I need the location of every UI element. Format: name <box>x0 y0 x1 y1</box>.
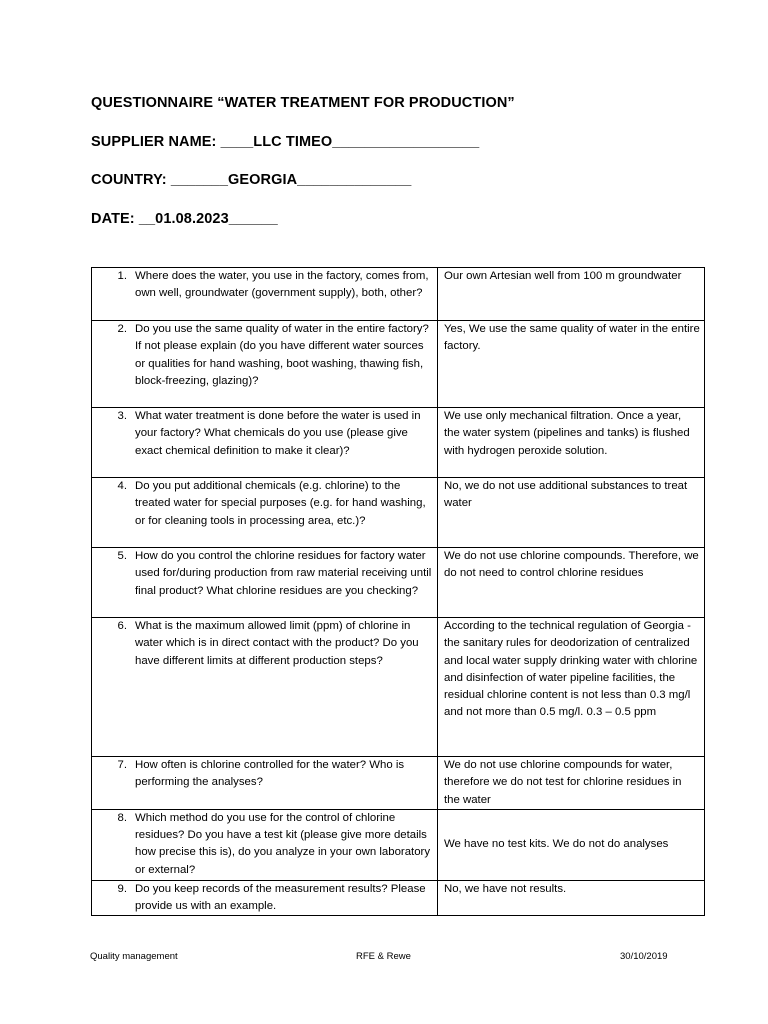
footer-left: Quality management <box>90 951 178 962</box>
country-line: COUNTRY: _______GEORGIA______________ <box>91 172 412 188</box>
document-title: QUESTIONNAIRE “WATER TREATMENT FOR PRODUCTION” <box>91 95 515 111</box>
question-text: Do you use the same quality of water in the entire factory? If not please explain (do you have different water sources or qualities for hand washing, boot washing, thawing fish, block-freezing, glazing)? <box>135 323 429 387</box>
answer-cell: Our own Artesian well from 100 m groundwater <box>438 268 705 321</box>
table-row <box>92 548 705 618</box>
question-cell <box>92 618 438 757</box>
question-text: Do you put additional chemicals (e.g. chlorine) to the treated water for special purposes (e.g. for hand washing, or for cleaning tools in processing area, etc.)? <box>135 480 426 527</box>
question-number: 3. <box>117 410 127 422</box>
question-text: Do you keep records of the measurement results? Please provide us with an example. <box>135 882 426 913</box>
footer-center: RFE & Rewe <box>356 951 411 962</box>
table-row <box>92 757 705 810</box>
table-row <box>92 408 705 478</box>
question-cell <box>92 880 438 916</box>
question-text: Where does the water, you use in the factory, comes from, own well, groundwater (government supply), both, other? <box>135 270 429 300</box>
question-text: How often is chlorine controlled for the water? Who is performing the analyses? <box>135 759 405 789</box>
footer-date: 30/10/2019 <box>620 951 668 962</box>
answer-cell: Yes, We use the same quality of water in the entire factory. <box>438 321 705 408</box>
question-number: 7. <box>117 759 127 771</box>
supplier-name-line: SUPPLIER NAME: ____LLC TIMEO__________________ <box>91 134 480 150</box>
answer-text: We have no test kits. We do not do analyses <box>444 838 669 851</box>
question-cell <box>92 757 438 810</box>
answer-cell: We do not use chlorine compounds for water, therefore we do not test for chlorine residues in the water <box>438 757 705 810</box>
table-row <box>92 809 705 880</box>
question-number: 2. <box>117 323 127 335</box>
table-row <box>92 268 705 321</box>
question-cell <box>92 809 438 880</box>
question-number: 1. <box>117 270 127 282</box>
question-cell <box>92 268 438 321</box>
question-text: How do you control the chlorine residues for factory water used for/during production from raw material receiving until final product? What chlorine residues are you checking? <box>135 550 432 597</box>
answer-cell: No, we do not use additional substances to treat water <box>438 478 705 548</box>
question-number: 4. <box>117 480 127 492</box>
question-cell <box>92 548 438 618</box>
question-cell <box>92 408 438 478</box>
answer-cell: According to the technical regulation of Georgia - the sanitary rules for deodorization of centralized and local water supply drinking water with chlorine and disinfection of water pipeline facilities, the residual chlorine content is not less than 0.3 mg/l and not more than 0.5 mg/l. 0.3 – 0.5 ppm <box>438 618 705 757</box>
table-row <box>92 880 705 916</box>
question-cell <box>92 478 438 548</box>
question-text: What is the maximum allowed limit (ppm) of chlorine in water which is in direct contact with the product? Do you have different limits at different production steps? <box>135 620 419 667</box>
answer-cell: We do not use chlorine compounds. Therefore, we do not need to control chlorine residues <box>438 548 705 618</box>
table-row <box>92 618 705 757</box>
question-text: Which method do you use for the control of chlorine residues? Do you have a test kit (please give more details how precise this is), do you analyze in your own laboratory or external? <box>135 811 431 876</box>
question-text: What water treatment is done before the water is used in your factory? What chemicals do you use (please give exact chemical definition to make it clear)? <box>135 410 421 457</box>
answer-cell <box>438 809 705 880</box>
question-number: 5. <box>117 550 127 562</box>
question-cell <box>92 321 438 408</box>
table-row <box>92 478 705 548</box>
answer-cell: We use only mechanical filtration. Once a year, the water system (pipelines and tanks) is flushed with hydrogen peroxide solution. <box>438 408 705 478</box>
question-number: 6. <box>117 620 127 632</box>
questionnaire-table <box>91 267 705 916</box>
table-row <box>92 321 705 408</box>
answer-cell: No, we have not results. <box>438 880 705 916</box>
date-line: DATE: __01.08.2023______ <box>91 211 278 227</box>
question-number: 8. <box>117 811 127 824</box>
question-number: 9. <box>117 882 127 895</box>
